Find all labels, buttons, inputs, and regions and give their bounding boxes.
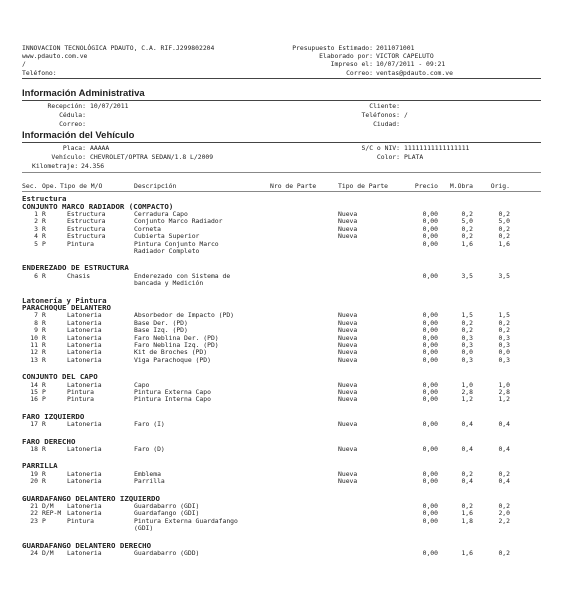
row-tipo: Latoneria: [67, 348, 102, 357]
phones-value: /: [404, 111, 408, 119]
row-desc: Cubierta Superior: [134, 232, 200, 241]
row-desc: Parrilla: [134, 477, 165, 486]
row-tipo-parte: Nueva: [338, 420, 358, 429]
city-label: Ciudad:: [373, 120, 400, 128]
phone-label: Teléfono:: [22, 69, 57, 77]
row-precio: 0,00: [422, 420, 438, 429]
row-ope: R: [42, 311, 46, 320]
color-value: PLATA: [404, 153, 424, 161]
row-tipo: Estructura: [67, 232, 106, 241]
email-value: ventas@pdauto.com.ve: [376, 69, 453, 77]
row-orig: 0,2: [498, 224, 510, 233]
header-slash: /: [22, 60, 26, 68]
admin-section-title: Información Administrativa: [22, 88, 145, 99]
group-title: GUARDAFANGO DELANTERO DERECHO: [22, 540, 152, 550]
row-mobra: 0,4: [461, 445, 473, 453]
row-desc: Faro (I): [134, 420, 165, 429]
row-tipo: Latoneria: [67, 509, 102, 518]
row-mobra: 0,0: [461, 348, 473, 357]
row-sec: 13: [30, 355, 38, 364]
client-label: Cliente:: [369, 102, 400, 110]
km-label: Kilometraje:: [32, 162, 79, 170]
row-precio: 0,00: [422, 549, 438, 557]
row-tipo: Estructura: [67, 209, 106, 218]
row-sec: 7: [34, 311, 38, 320]
budget-value: 2011071001: [376, 44, 415, 52]
row-precio: 0,00: [422, 333, 438, 342]
row-precio: 0,00: [422, 271, 438, 280]
row-ope: R: [42, 271, 46, 280]
row-orig: 1,5: [498, 311, 510, 320]
row-tipo: Latoneria: [67, 311, 102, 320]
row-desc: Base Der. (PD): [134, 318, 188, 327]
printed-value: 10/07/2011 - 09:21: [376, 60, 446, 68]
row-mobra: 0,4: [461, 477, 473, 486]
row-orig: 0,3: [498, 333, 510, 342]
row-mobra: 3,5: [461, 271, 473, 280]
row-sec: 16: [30, 395, 38, 404]
row-orig: 0,2: [498, 232, 510, 241]
row-tipo: Latoneria: [67, 420, 102, 429]
row-mobra: 0,4: [461, 420, 473, 429]
row-orig: 0,0: [498, 348, 510, 357]
row-desc: Pintura Externa Capo: [134, 388, 211, 396]
row-mobra: 0,3: [461, 341, 473, 349]
row-tipo-parte: Nueva: [338, 380, 358, 389]
row-sec: 18: [30, 445, 38, 453]
reception-value: 10/07/2011: [90, 102, 129, 110]
row-sec: 20: [30, 477, 38, 486]
row-ope: R: [42, 477, 46, 486]
row-tipo-parte: Nueva: [338, 445, 358, 453]
row-orig: 0,4: [498, 477, 510, 486]
row-mobra: 2,8: [461, 388, 473, 396]
row-tipo-parte: Nueva: [338, 318, 358, 327]
group-title: FARO IZQUIERDO: [22, 411, 85, 421]
row-desc: Pintura Conjunto Marco: [134, 239, 219, 248]
row-desc: bancada y Medición: [134, 279, 204, 288]
row-orig: 2,2: [498, 516, 510, 525]
group-title: CONJUNTO MARCO RADIADOR (COMPACTO): [22, 201, 174, 211]
row-sec: 6: [34, 271, 38, 280]
row-mobra: 1,6: [461, 549, 473, 557]
vehicle-rule-top: [22, 142, 541, 143]
row-desc: Guardabarro (GDI): [134, 502, 200, 510]
col-orig: Orig.: [490, 182, 510, 190]
row-tipo-parte: Nueva: [338, 341, 358, 349]
row-orig: 2,0: [498, 509, 510, 518]
row-sec: 22: [30, 509, 38, 518]
row-orig: 0,4: [498, 445, 510, 453]
col-mobra: M.Obra: [449, 182, 473, 190]
row-tipo: Pintura: [67, 388, 94, 396]
row-precio: 0,00: [422, 477, 438, 486]
vehicle-section-title: Información del Vehículo: [22, 130, 135, 141]
row-tipo: Latoneria: [67, 333, 102, 342]
row-mobra: 1,6: [461, 239, 473, 248]
row-sec: 10: [30, 333, 38, 342]
row-ope: R: [42, 217, 46, 226]
row-desc: Capo: [134, 380, 150, 389]
made-by-label: Elaborado por:: [319, 52, 373, 60]
row-mobra: 5,0: [461, 217, 473, 226]
col-precio: Precio: [414, 182, 438, 190]
company-name: INNOVACION TECNOLÓGICA PDAUTO, C.A. RIF.J299802204: [22, 44, 215, 52]
row-sec: 14: [30, 380, 38, 389]
row-sec: 4: [34, 232, 38, 241]
row-sec: 2: [34, 217, 38, 226]
niv-label: S/C o NIV:: [361, 144, 400, 152]
row-mobra: 0,3: [461, 333, 473, 342]
row-sec: 17: [30, 420, 38, 429]
group-title: ENDEREZADO DE ESTRUCTURA: [22, 263, 129, 273]
row-mobra: 1,8: [461, 516, 473, 525]
reception-label: Recepción:: [47, 102, 86, 110]
row-precio: 0,00: [422, 509, 438, 518]
row-tipo: Latoneria: [67, 341, 102, 349]
row-ope: R: [42, 224, 46, 233]
row-tipo: Latoneria: [67, 355, 102, 364]
row-desc: Guardafango (GDI): [134, 509, 200, 518]
row-desc: Faro Neblina Izq. (PD): [134, 341, 219, 349]
row-sec: 21: [30, 502, 38, 510]
row-tipo-parte: Nueva: [338, 333, 358, 342]
row-sec: 24: [30, 549, 38, 557]
row-tipo: Pintura: [67, 239, 94, 248]
row-desc: Viga Parachoque (PD): [134, 355, 211, 364]
row-precio: 0,00: [422, 224, 438, 233]
row-orig: 0,2: [498, 502, 510, 510]
niv-value: 11111111111111111: [404, 144, 470, 152]
company-website: www.pdauto.com.ve: [22, 52, 88, 60]
col-ope: Ope.: [42, 182, 58, 190]
row-desc: Pintura Externa Guardafango: [134, 516, 238, 525]
row-desc: Guardabarro (GDD): [134, 549, 200, 557]
row-precio: 0,00: [422, 388, 438, 396]
budget-label: Presupuesto Estimado:: [292, 44, 373, 52]
email-label: Correo:: [346, 69, 373, 77]
row-desc: Kit de Broches (PD): [134, 348, 208, 357]
row-sec: 8: [34, 318, 38, 327]
row-ope: R: [42, 318, 46, 327]
row-orig: 1,0: [498, 380, 510, 389]
row-tipo-parte: Nueva: [338, 348, 358, 357]
row-ope: P: [42, 516, 46, 525]
row-ope: R: [42, 420, 46, 429]
row-orig: 2,8: [498, 388, 510, 396]
row-ope: R: [42, 380, 46, 389]
vehicle-value: CHEVROLET/OPTRA SEDAN/1.8 L/2009: [90, 153, 214, 161]
row-tipo-parte: Nueva: [338, 217, 358, 226]
row-precio: 0,00: [422, 209, 438, 218]
row-tipo: Chasis: [67, 271, 91, 280]
row-tipo: Pintura: [67, 395, 94, 404]
row-sec: 9: [34, 326, 38, 335]
row-desc: Enderezado con Sistema de: [134, 271, 231, 280]
row-orig: 0,3: [498, 355, 510, 364]
row-sec: 1: [34, 209, 38, 218]
row-desc: Radiador Completo: [134, 246, 200, 255]
row-tipo-parte: Nueva: [338, 326, 358, 335]
row-precio: 0,00: [422, 469, 438, 478]
row-desc: Base Izq. (PD): [134, 326, 188, 335]
row-tipo-parte: Nueva: [338, 224, 358, 233]
row-tipo-parte: Nueva: [338, 209, 358, 218]
row-tipo: Estructura: [67, 217, 106, 226]
group-heading: Latonería y Pintura: [22, 295, 107, 305]
col-sec: Sec.: [22, 182, 38, 190]
group-title: CONJUNTO DEL CAPO: [22, 372, 98, 382]
row-ope: P: [42, 395, 46, 404]
row-mobra: 0,2: [461, 209, 473, 218]
row-mobra: 1,6: [461, 509, 473, 518]
row-tipo: Latoneria: [67, 380, 102, 389]
row-mobra: 0,2: [461, 469, 473, 478]
admin-rule-top: [22, 100, 541, 101]
row-mobra: 1,0: [461, 380, 473, 389]
row-mobra: 0,2: [461, 502, 473, 510]
row-tipo: Latoneria: [67, 445, 102, 453]
row-ope: P: [42, 388, 46, 396]
row-precio: 0,00: [422, 341, 438, 349]
row-mobra: 0,2: [461, 232, 473, 241]
row-orig: 0,2: [498, 318, 510, 327]
row-desc: Corneta: [134, 224, 161, 233]
row-orig: 0,2: [498, 326, 510, 335]
row-tipo: Estructura: [67, 224, 106, 233]
correo-label: Correo:: [59, 120, 86, 128]
header-rule: [22, 78, 541, 79]
color-label: Color:: [376, 153, 400, 161]
row-sec: 23: [30, 516, 38, 525]
row-tipo-parte: Nueva: [338, 355, 358, 364]
plate-value: AAAAA: [90, 144, 110, 152]
row-precio: 0,00: [422, 516, 438, 525]
row-precio: 0,00: [422, 445, 438, 453]
row-precio: 0,00: [422, 239, 438, 248]
row-mobra: 1,2: [461, 395, 473, 404]
row-desc: Absorbedor de Impacto (PD): [134, 311, 235, 320]
group-title: GUARDAFANGO DELANTERO IZQUIERDO: [22, 493, 160, 503]
row-ope: R: [42, 333, 46, 342]
made-by-value: VICTOR CAPELUTO: [376, 52, 434, 60]
table-header-rule: [22, 191, 541, 192]
row-ope: R: [42, 445, 46, 453]
group-title: PARACHOQUE DELANTERO: [22, 303, 111, 312]
row-tipo: Pintura: [67, 516, 94, 525]
row-precio: 0,00: [422, 355, 438, 364]
plate-label: Placa:: [62, 144, 86, 152]
row-orig: 0,3: [498, 341, 510, 349]
vehicle-label: Vehículo:: [51, 153, 86, 161]
row-tipo: Latoneria: [67, 477, 102, 486]
row-ope: D/M: [42, 502, 54, 510]
phones-label: Teléfonos:: [361, 111, 400, 119]
row-orig: 0,2: [498, 549, 510, 557]
cedula-label: Cédula:: [59, 111, 86, 119]
row-orig: 0,4: [498, 420, 510, 429]
vehicle-rule-bottom: [22, 172, 541, 173]
row-desc: Faro (D): [134, 445, 165, 453]
row-precio: 0,00: [422, 326, 438, 335]
row-tipo: Latoneria: [67, 549, 102, 557]
row-ope: REP-M: [42, 509, 62, 518]
row-ope: P: [42, 239, 46, 248]
row-precio: 0,00: [422, 318, 438, 327]
row-precio: 0,00: [422, 395, 438, 404]
row-precio: 0,00: [422, 380, 438, 389]
group-heading: Estructura: [22, 194, 67, 203]
row-orig: 5,0: [498, 217, 510, 226]
row-tipo-parte: Nueva: [338, 388, 358, 396]
row-ope: D/M: [42, 549, 54, 557]
group-title: FARO DERECHO: [22, 436, 76, 446]
row-tipo-parte: Nueva: [338, 311, 358, 320]
row-tipo-parte: Nueva: [338, 477, 358, 486]
row-ope: R: [42, 326, 46, 335]
row-desc: Emblema: [134, 469, 161, 478]
row-mobra: 0,2: [461, 224, 473, 233]
row-ope: R: [42, 232, 46, 241]
col-tipo-parte: Tipo de Parte: [338, 182, 389, 190]
row-tipo-parte: Nueva: [338, 469, 358, 478]
row-precio: 0,00: [422, 232, 438, 241]
row-orig: 0,2: [498, 209, 510, 218]
row-tipo: Latoneria: [67, 318, 102, 327]
km-value: 24.356: [81, 162, 105, 170]
row-ope: R: [42, 348, 46, 357]
row-tipo-parte: Nueva: [338, 395, 358, 404]
row-desc: (GDI): [134, 524, 154, 533]
printed-label: Impreso el:: [330, 60, 373, 68]
row-mobra: 1,5: [461, 311, 473, 320]
row-precio: 0,00: [422, 502, 438, 510]
group-title: PARRILLA: [22, 461, 58, 471]
row-tipo: Latoneria: [67, 469, 102, 478]
row-desc: Faro Neblina Der. (PD): [134, 333, 219, 342]
row-orig: 0,2: [498, 469, 510, 478]
row-precio: 0,00: [422, 311, 438, 320]
col-tipo: Tipo de M/O: [60, 182, 103, 190]
row-ope: R: [42, 209, 46, 218]
row-precio: 0,00: [422, 348, 438, 357]
row-sec: 5: [34, 239, 38, 248]
row-orig: 1,2: [498, 395, 510, 404]
row-desc: Cerradura Capo: [134, 209, 188, 218]
row-tipo: Latoneria: [67, 326, 102, 335]
row-tipo: Latoneria: [67, 502, 102, 510]
row-sec: 19: [30, 469, 38, 478]
row-tipo-parte: Nueva: [338, 232, 358, 241]
row-sec: 3: [34, 224, 38, 233]
row-mobra: 0,2: [461, 318, 473, 327]
col-desc: Descripción: [134, 182, 177, 190]
row-desc: Pintura Interna Capo: [134, 395, 211, 404]
row-orig: 3,5: [498, 271, 510, 280]
row-ope: R: [42, 341, 46, 349]
row-sec: 12: [30, 348, 38, 357]
row-sec: 11: [30, 341, 38, 349]
row-desc: Conjunto Marco Radiador: [134, 217, 223, 226]
row-sec: 15: [30, 388, 38, 396]
row-ope: R: [42, 469, 46, 478]
row-ope: R: [42, 355, 46, 364]
row-orig: 1,6: [498, 239, 510, 248]
row-precio: 0,00: [422, 217, 438, 226]
col-nro-parte: Nro de Parte: [270, 182, 317, 190]
row-mobra: 0,2: [461, 326, 473, 335]
row-mobra: 0,3: [461, 355, 473, 364]
